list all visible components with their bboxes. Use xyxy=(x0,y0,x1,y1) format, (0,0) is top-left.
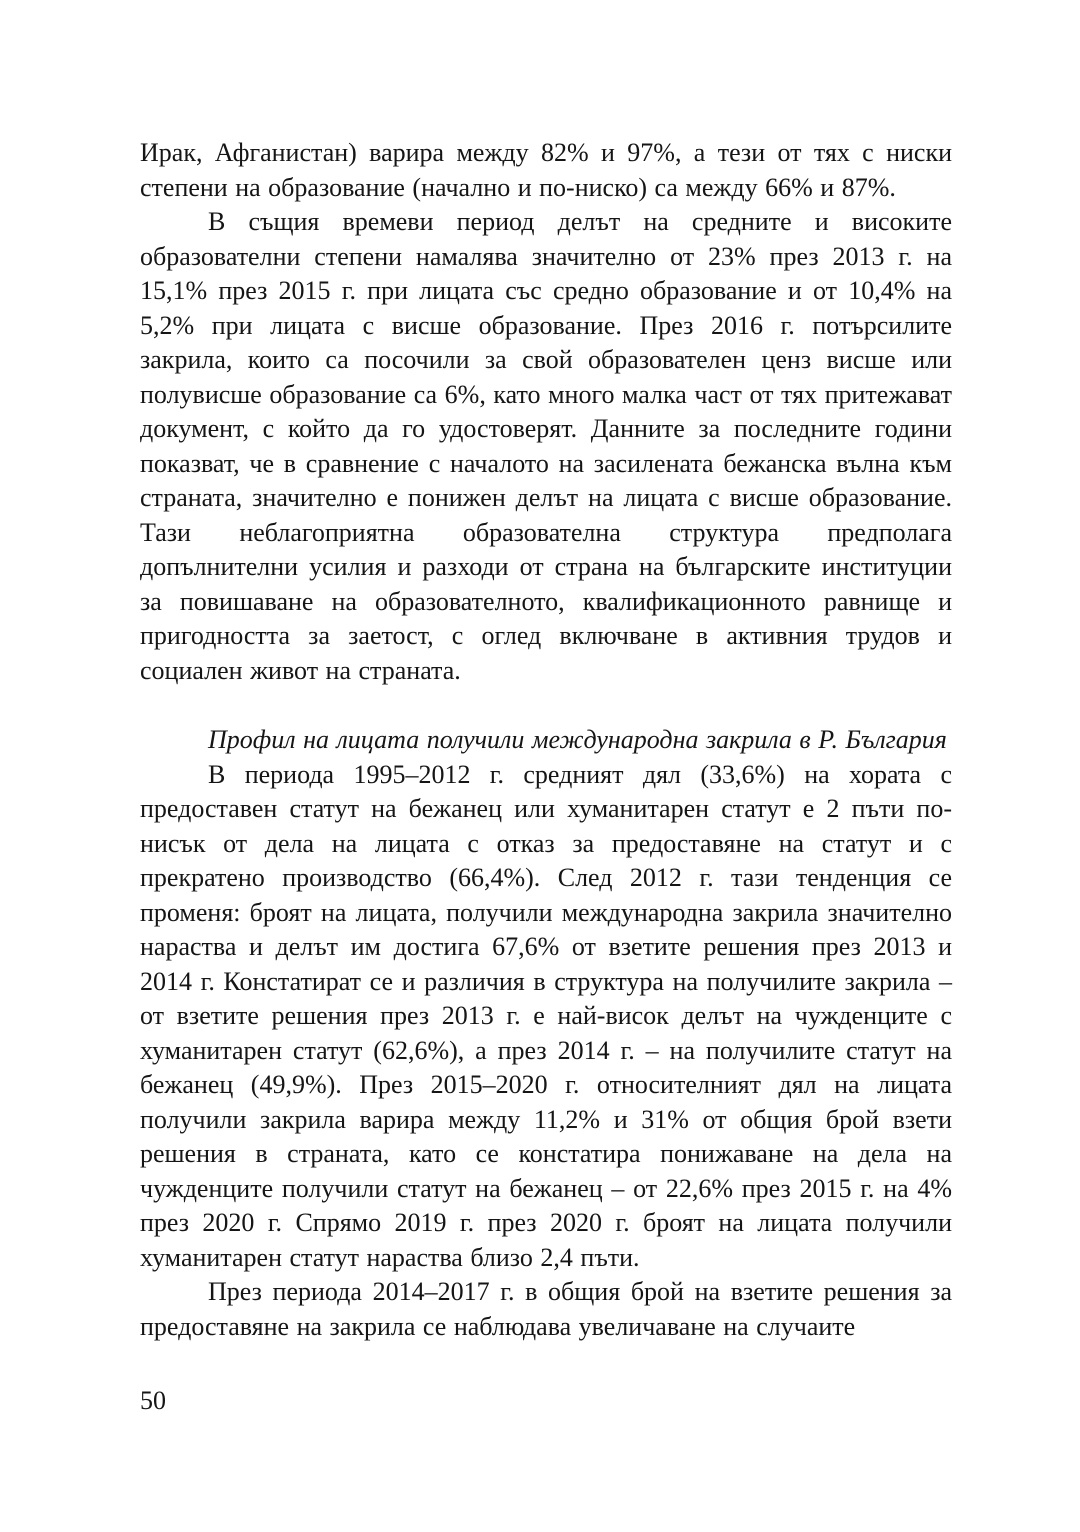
section-heading-profile: Профил на лицата получили международна закрила в Р. България xyxy=(208,725,947,754)
paragraph-education-trend: В същия времеви период делът на средните и високите образователни степени намалява значително от 23% през 2013 г. на 15,1% през 2015 г. при лицата със средно образование и от 10,4% на 5,2% при лицата с висше образование. През 2016 г. потърсилите закрила, които са посочили за свой образователен ценз висше или полувисше образование са 6%, като много малка част от тях притежават документ, с който да го удостоверят. Данните за последните години показват, че в сравнение с началото на засилената бежанска вълна към страната, значително е понижен делът на лицата с висше образование. Тази неблагоприятна образователна структура предполага допълнителни усилия и разходи от страна на българските институции за повишаване на образователното, квалификационното равнище и пригодността за заетост, с оглед включване в активния трудов и социален живот на страната. xyxy=(140,207,952,685)
page-number: 50 xyxy=(140,1386,166,1415)
paragraph-period-2014-2017: През периода 2014–2017 г. в общия брой на взетите решения за предоставяне на закрила се наблюдава увеличаване на случаите xyxy=(140,1277,952,1341)
paragraph-education-share: Ирак, Афганистан) варира между 82% и 97%, а тези от тях с ниски степени на образование (начално и по-ниско) са между 66% и 87%. xyxy=(140,138,952,202)
paragraph-protection-statistics: В периода 1995–2012 г. средният дял (33,6%) на хората с предоставен статут на бежанец или хуманитарен статут е 2 пъти по-нисък от дела на лицата с отказ за предоставяне на статут и с прекратено производство (66,4%). След 2012 г. тази тенденция се променя: броят на лицата, получили международна закрила значително нараства и делът им достига 67,6% от взетите решения през 2013 и 2014 г. Констатират се и различия в структура на получилите закрила – от взетите решения през 2013 г. е най-висок делът на чужденците с хуманитарен статут (62,6%), а през 2014 г. – на получилите статут на бежанец (49,9%). През 2015–2020 г. относителният дял на лицата получили закрила варира между 11,2% и 31% от общия брой взети решения в страната, като се констатира понижаване на дела на чужденците получили статут на бежанец – от 22,6% през 2015 г. на 4% през 2020 г. Спрямо 2019 г. през 2020 г. броят на лицата получили хуманитарен статут нараства близо 2,4 пъти. xyxy=(140,759,952,1272)
text-block xyxy=(140,136,952,1344)
